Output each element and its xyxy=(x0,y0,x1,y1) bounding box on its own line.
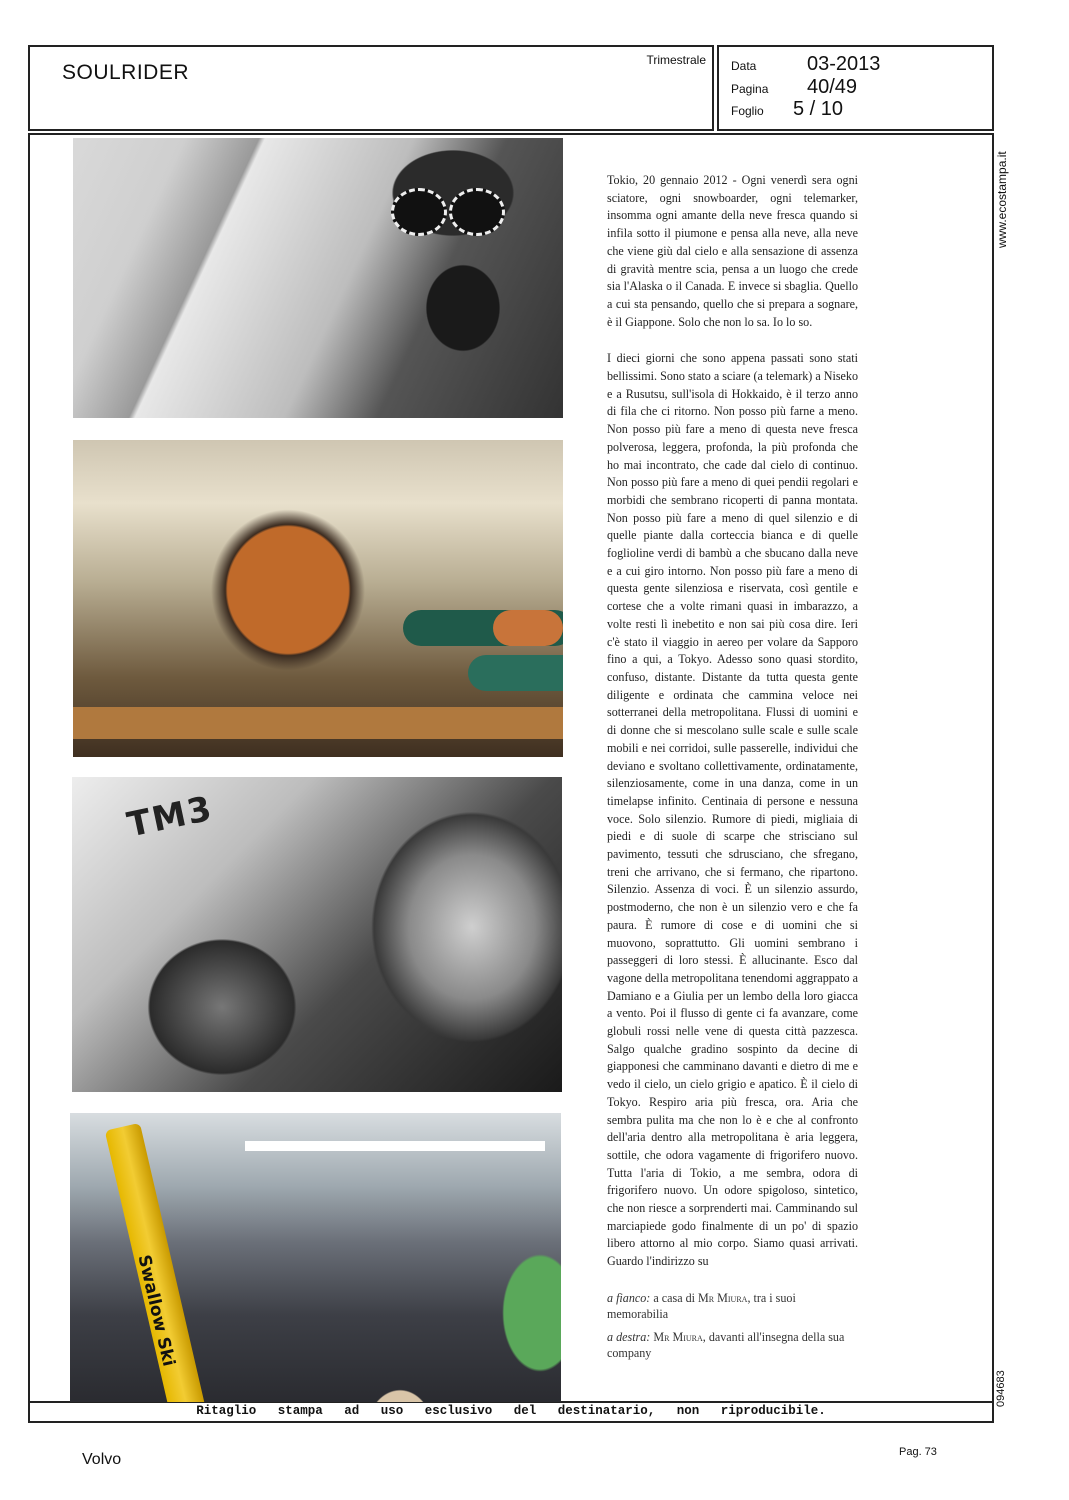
caption-2-lead: a destra: xyxy=(607,1330,651,1344)
ceiling-lamp xyxy=(245,1141,545,1151)
header-meta-box xyxy=(717,45,994,131)
yellow-ski xyxy=(105,1123,208,1402)
publication-name: SOULRIDER xyxy=(62,61,190,84)
meta-row-pagina xyxy=(731,76,857,99)
meta-row-data xyxy=(731,53,880,76)
caption-1-name: Mr Miura xyxy=(698,1291,748,1305)
oxygen-tank-green-lower xyxy=(468,655,563,691)
goggle-left-lens xyxy=(391,188,447,236)
goggle-right-lens xyxy=(449,188,505,236)
photo-captions xyxy=(607,1290,858,1368)
frequency-label: Trimestrale xyxy=(646,53,706,67)
pagina-label: Pagina xyxy=(731,82,769,96)
pagina-value: 40/49 xyxy=(807,76,858,98)
clipping-code: 094683 xyxy=(995,1370,1007,1407)
photo-miura-office xyxy=(70,1113,561,1402)
cap-handwriting: TM3 xyxy=(123,788,217,846)
caption-1-lead: a fianco: xyxy=(607,1291,651,1305)
caption-2-text: , davanti all'insegna della sua company xyxy=(607,1330,845,1360)
header-publication-box xyxy=(28,45,714,131)
data-value: 03-2013 xyxy=(807,53,881,75)
data-label: Data xyxy=(731,59,757,73)
article-body xyxy=(607,172,858,1287)
page-number: Pag. 73 xyxy=(899,1446,937,1458)
ecostampa-site: www.ecostampa.it xyxy=(995,151,1009,248)
article-paragraph-1: Tokio, 20 gennaio 2012 - Ogni venerdì sera ogni sciatore, ogni snowboarder, ogni telemarker, insomma ogni amante della neve fresca quando si infila sotto il piumone e pensa alla neve, alla neve che viene giù dal cielo e alla sensazione di assenza di gravità mentre scia, pensa a un luogo che crede sia l'Alaska o il Canada. E invece si sbaglia. Quello a cui sta pensando, quello che si prepara a sognare, è il Giappone. Solo che non lo sa. Io lo so. xyxy=(607,173,858,329)
client-name: Volvo xyxy=(82,1451,122,1468)
article-paragraph-2: I dieci giorni che sono appena passati sono stati bellissimi. Sono stato a sciare (a telemark) a Niseko e a Rusutsu, sull'isola di Hokkaido, è il terzo anno di fila che ci ritorno. Non posso più farne a meno. Non posso più fare a meno di questa neve fresca polverosa, leggera, profonda, la più profonda che ho mai incontrato, che cade dal cielo di continuo. Non posso più fare a meno di quei pendii regolari e morbidi che sembrano ricoperti di panna montata. Non posso più fare a meno di quel silenzio e di quelle piante dalla corteccia bianca e di quelle foglioline verdi di bambù a che sbucano dalla neve e a cui giro intorno. Non posso più fare a meno di questa gente silenziosa e riservata, così gentile e cortese che a volte rimani quasi in imbarazzo, a volte resti lì inebetito e non sai più cosa dire. Ieri c'è stato il viaggio in aereo per volare da Sapporo fino a qui, a Tokyo. Adesso sono quasi stordito, confuso, distante. Distante da tutta questa gente diligente e ordinata che cammina veloce nei sotterranei della metropolitana. Flussi di uomini e di donne che si mescolano sulle scale e sulle scale mobili e nei corridoi, sulle passerelle, individui che deviano e svoltano collettivamente, ordinatamente, silenziosamente, come in una danza, come in un timelapse infinito. Centinaia di persone e nessuna voce. Solo silenzio. Rumore di piedi, migliaia di piedi e di suole di scarpe che strisciano sul pavimento, tessuti che sdrusciano, che sfregano, treni che arrivano, che si fermano, che ripartono. Silenzio. Assenza di voci. È un silenzio assurdo, postmoderno, che non è un silenzio vero e che fa paura. È rumore di cose e di uomini che si muovono, soprattutto. Gli uomini sembrano i passeggeri di loro stessi. È allucinante. Esco dal vagone della metropolitana tenendomi aggrappato a Damiano e a Giulia per un lembo della loro giacca a vento. Poi il flusso di gente ci fa avanzare, come globuli rossi nelle vene di questa città pazzesca. Salgo qualche gradino sospinto da decine di giapponesi che camminano davanti e dietro di me e vedo il cielo, un cielo grigio e apatico. È il cielo di Tokyo. Respiro aria più fresca, ora. Aria che sembra pulita ma che non lo è e che al confronto dell'aria dentro alla metropolitana è aria leggera, sottile, che odora vagamente di frigorifero nuovo. Tutta l'aria di Tokio, a me sembra, odora di frigorifero nuovo. Un odore spigoloso, sintetico, che non riesce a sorprenderti mai. Camminando sul marciapiede godo finalmente di un po' di spazio libero attorno al mio corpo. Siamo quasi arrivati. Guardo l'indirizzo su xyxy=(607,351,858,1269)
foglio-value: 5 / 10 xyxy=(793,98,844,120)
photo-helmet-pilot xyxy=(73,138,563,418)
caption-2 xyxy=(607,1329,858,1361)
meta-row-foglio xyxy=(731,98,843,121)
caption-1 xyxy=(607,1290,858,1322)
photo-helmet-oxygen-tanks xyxy=(73,440,563,757)
caption-1-text: , tra i suoi memorabilia xyxy=(607,1291,796,1321)
caption-2-name: Mr Miura xyxy=(653,1330,703,1344)
caption-1-pre: a casa di xyxy=(653,1291,695,1305)
oxygen-tank-orange xyxy=(493,610,563,646)
wooden-shelf xyxy=(73,707,563,739)
reproduction-notice: Ritaglio stampa ad uso esclusivo del destinatario, non riproducibile. xyxy=(30,1401,992,1421)
photo-two-men-portrait xyxy=(72,777,562,1092)
ski-brand-text: Swallow Ski xyxy=(133,1253,179,1369)
foglio-label: Foglio xyxy=(731,104,764,118)
